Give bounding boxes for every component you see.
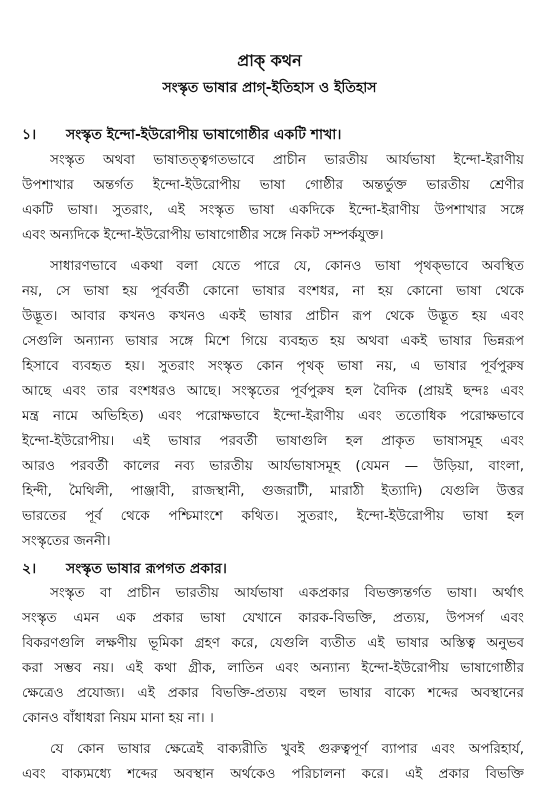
paragraph-line: সংস্কৃত এমন এক প্রকার ভাষা যেখানে কারক-বিভক্তি, প্রত্যয়, উপসর্গ এবং xyxy=(22,610,524,626)
paragraph-line: এবং বাক্যমধ্যে শব্দের অবস্থান অর্থকেও পরিচালনা করে। এই প্রকার বিভক্তি xyxy=(22,766,524,782)
section-heading xyxy=(22,123,341,147)
paragraph-line: আছে এবং তার বংশধরও আছে। সংস্কৃতের পূর্বপুরুষ হল বৈদিক (প্রায়ই ছন্দঃ এবং xyxy=(22,383,524,399)
paragraph-line: কোনও বাঁধাধরা নিয়ম মানা হয় না। । xyxy=(22,710,214,726)
section-title: সংস্কৃত ইন্দো-ইউরোপীয় ভাষাগোষ্ঠীর একটি শাখা। xyxy=(66,127,342,143)
paragraph-line: হিসাবে ব্যবহৃত হয়। সুতরাং সংস্কৃত কোন পৃথক্ ভাষা নয়, এ ভাষার পূর্বপুরুষ xyxy=(22,358,524,374)
paragraph-line: সংস্কৃত বা প্রাচীন ভারতীয় আর্যভাষা একপ্রকার বিভক্ত্যন্তর্গত ভাষা। অর্থাৎ xyxy=(50,585,524,601)
paragraph-line: নয়, সে ভাষা হয় পূর্ববর্তী কোনো ভাষার বংশধর, না হয় কোনো ভাষা থেকে xyxy=(22,283,524,299)
paragraph-line: আরও পরবর্তী কালের নব্য ভারতীয় আর্যভাষাসমূহ (যেমন — উড়িয়া, বাংলা, xyxy=(22,458,524,474)
section-number: ২। xyxy=(22,561,37,577)
paragraph-line: সংস্কৃত অথবা ভাষাতত্ত্বগতভাবে প্রাচীন ভারতীয় আর্যভাষা ইন্দো-ইরাণীয় xyxy=(50,152,524,168)
paragraph-line: বিকরণগুলি লক্ষণীয় ভূমিকা গ্রহণ করে, যেগুলি ব্যতীত এই ভাষার অস্তিত্ব অনুভব xyxy=(22,635,524,651)
page-subtitle: সংস্কৃত ভাষার প্রাগ্‌-ইতিহাস ও ইতিহাস xyxy=(162,80,377,96)
page-title: প্রাক্ কথন xyxy=(237,51,302,70)
paragraph-line: মন্ত্র নামে অভিহিত) এবং পরোক্ষভাবে ইন্দো-ইরাণীয় এবং ততোধিক পরোক্ষভাবে xyxy=(22,408,524,424)
paragraph-line: উপশাখার অন্তর্গত ইন্দো-ইউরোপীয় ভাষা গোষ্ঠীর অন্তর্ভুক্ত ভারতীয় শ্রেণীর xyxy=(22,177,524,193)
section-heading xyxy=(22,557,227,581)
paragraph-line: ক্ষেত্রেও প্রযোজ্য। এই প্রকার বিভক্তি-প্রত্যয় বহুল ভাষার বাক্যে শব্দের অবস্থানের xyxy=(22,685,524,701)
paragraph-line: করা সম্ভব নয়। এই কথা গ্রীক, লাতিন এবং অন্যান্য ইন্দো-ইউরোপীয় ভাষাগোষ্ঠীর xyxy=(22,660,524,676)
section-title: সংস্কৃত ভাষার রূপগত প্রকার। xyxy=(66,561,227,577)
paragraph-line: সাধারণভাবে একথা বলা যেতে পারে যে, কোনও ভাষা পৃথক্‌ভাবে অবস্থিত xyxy=(50,258,524,274)
paragraph-line: হিন্দী, মৈথিলী, পাঞ্জাবী, রাজস্থানী, গুজরাটী, মারাঠী ইত্যাদি) যেগুলি উত্তর xyxy=(22,483,524,499)
paragraph-line: ইন্দো-ইউরোপীয়। এই ভাষার পরবর্তী ভাষাগুলি হল প্রাকৃত ভাষাসমূহ এবং xyxy=(22,433,524,449)
paragraph-line: ভারতের পূর্ব থেকে পশ্চিমাংশে কথিত। সুতরাং, ইন্দো-ইউরোপীয় ভাষা হল xyxy=(22,508,524,524)
paragraph-line: এবং অন্যদিকে ইন্দো-ইউরোপীয় ভাষাগোষ্ঠীর সঙ্গে নিকট সম্পর্কযুক্ত। xyxy=(22,227,384,243)
paragraph-line: সেগুলি অন্যান্য ভাষার সঙ্গে মিশে গিয়ে ব্যবহৃত হয় অথবা একই ভাষার ভিন্নরূপ xyxy=(22,333,524,349)
paragraph-line: উদ্ভূত। আবার কখনও কখনও একই ভাষার প্রাচীন রূপ থেকে উদ্ভূত হয় এবং xyxy=(22,308,524,324)
section-number: ১। xyxy=(22,127,37,143)
paragraph-line: একটি ভাষা। সুতরাং, এই সংস্কৃত ভাষা একদিকে ইন্দো-ইরাণীয় উপশাখার সঙ্গে xyxy=(22,202,524,218)
paragraph-line: যে কোন ভাষার ক্ষেত্রেই বাক্যরীতি খুবই গুরুত্বপূর্ণ ব্যাপার এবং অপরিহার্য, xyxy=(50,741,524,757)
paragraph-line: সংস্কৃতের জননী। xyxy=(22,533,111,549)
